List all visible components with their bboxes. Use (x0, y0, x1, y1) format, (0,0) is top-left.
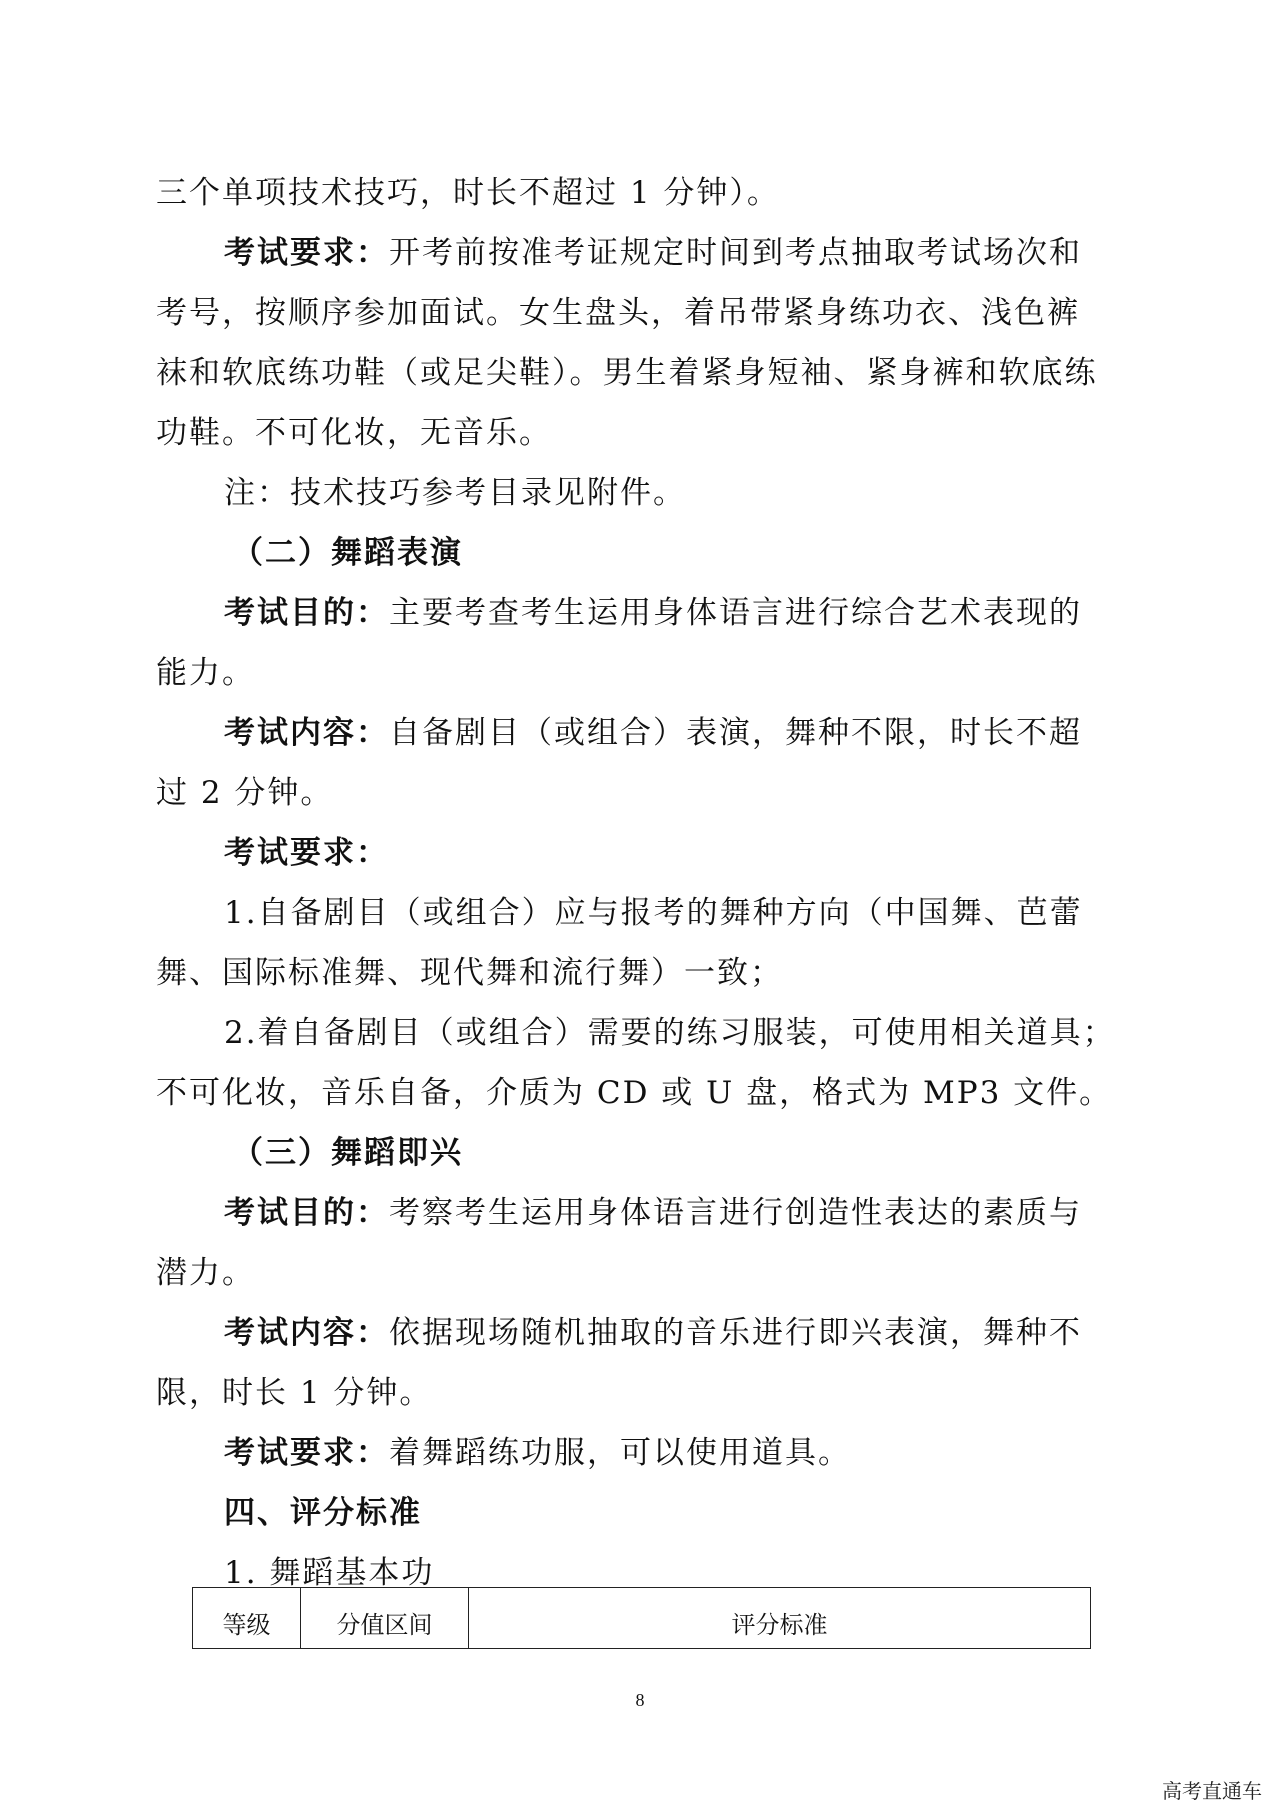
paragraph-line (156, 163, 1130, 223)
paragraph-line (156, 283, 1130, 343)
text: 自备剧目（或组合）表演，舞种不限，时长不超 (389, 715, 1082, 751)
label-exam-purpose: 考试目的： (224, 595, 389, 631)
text: 三个单项技术技巧，时长不超过 1 分钟）。 (156, 175, 780, 211)
paragraph-line (224, 823, 1130, 883)
paragraph-line (224, 883, 1130, 943)
text: 舞、国际标准舞、现代舞和流行舞）一致； (156, 955, 783, 991)
watermark: 高考直通车 (1162, 1779, 1262, 1803)
text: 限，时长 1 分钟。 (156, 1375, 433, 1411)
text: 袜和软底练功鞋（或足尖鞋）。男生着紧身短袖、紧身裤和软底练 (156, 355, 1098, 391)
paragraph-line (224, 1423, 1130, 1483)
page-number: 8 (635, 1690, 645, 1710)
text: 能力。 (156, 655, 255, 691)
section-heading (232, 1123, 1138, 1183)
table-header-row (193, 1588, 1091, 1649)
text: 依据现场随机抽取的音乐进行即兴表演，舞种不 (389, 1315, 1082, 1351)
paragraph-line (156, 1243, 1130, 1303)
text: 过 2 分钟。 (156, 775, 334, 811)
label-exam-requirements: 考试要求： (224, 1435, 389, 1471)
paragraph-line (224, 1303, 1130, 1363)
text: 1.自备剧目（或组合）应与报考的舞种方向（中国舞、芭蕾 (224, 895, 1083, 931)
text: 考号，按顺序参加面试。女生盘头，着吊带紧身练功衣、浅色裤 (156, 295, 1080, 331)
heading-text: （三）舞蹈即兴 (232, 1135, 463, 1171)
text: 功鞋。不可化妆，无音乐。 (156, 415, 552, 451)
text: 开考前按准考证规定时间到考点抽取考试场次和 (389, 235, 1082, 271)
section-heading (224, 1483, 1130, 1543)
paragraph-line (156, 763, 1130, 823)
label-exam-requirements: 考试要求： (224, 835, 389, 871)
text: 潜力。 (156, 1255, 255, 1291)
table-header-score-range: 分值区间 (301, 1588, 469, 1649)
heading-text: 1. 舞蹈基本功 (224, 1555, 435, 1591)
paragraph-line (156, 343, 1130, 403)
paragraph-line (156, 643, 1130, 703)
paragraph-line (224, 223, 1130, 283)
paragraph-line (224, 703, 1130, 763)
paragraph-line (156, 1063, 1130, 1123)
text: 注：技术技巧参考目录见附件。 (224, 475, 686, 511)
text: 2.着自备剧目（或组合）需要的练习服装，可使用相关道具； (224, 1015, 1116, 1051)
table-header-criteria: 评分标准 (469, 1588, 1091, 1649)
paragraph-line (224, 583, 1130, 643)
paragraph-line (156, 403, 1130, 463)
text: 主要考查考生运用身体语言进行综合艺术表现的 (389, 595, 1082, 631)
scoring-table (192, 1587, 1091, 1649)
text: 不可化妆，音乐自备，介质为 CD 或 U 盘，格式为 MP3 文件。 (156, 1075, 1113, 1111)
label-exam-purpose: 考试目的： (224, 1195, 389, 1231)
label-exam-requirements: 考试要求： (224, 235, 389, 271)
paragraph-line (156, 943, 1130, 1003)
paragraph-line (224, 1183, 1130, 1243)
section-heading (232, 523, 1138, 583)
table-header-grade: 等级 (193, 1588, 301, 1649)
text: 着舞蹈练功服，可以使用道具。 (389, 1435, 851, 1471)
paragraph-line (156, 1363, 1130, 1423)
label-exam-content: 考试内容： (224, 715, 389, 751)
label-exam-content: 考试内容： (224, 1315, 389, 1351)
paragraph-line (224, 1003, 1130, 1063)
text: 考察考生运用身体语言进行创造性表达的素质与 (389, 1195, 1082, 1231)
heading-text: （二）舞蹈表演 (232, 535, 463, 571)
heading-text: 四、评分标准 (224, 1495, 422, 1531)
note-line (224, 463, 1130, 523)
